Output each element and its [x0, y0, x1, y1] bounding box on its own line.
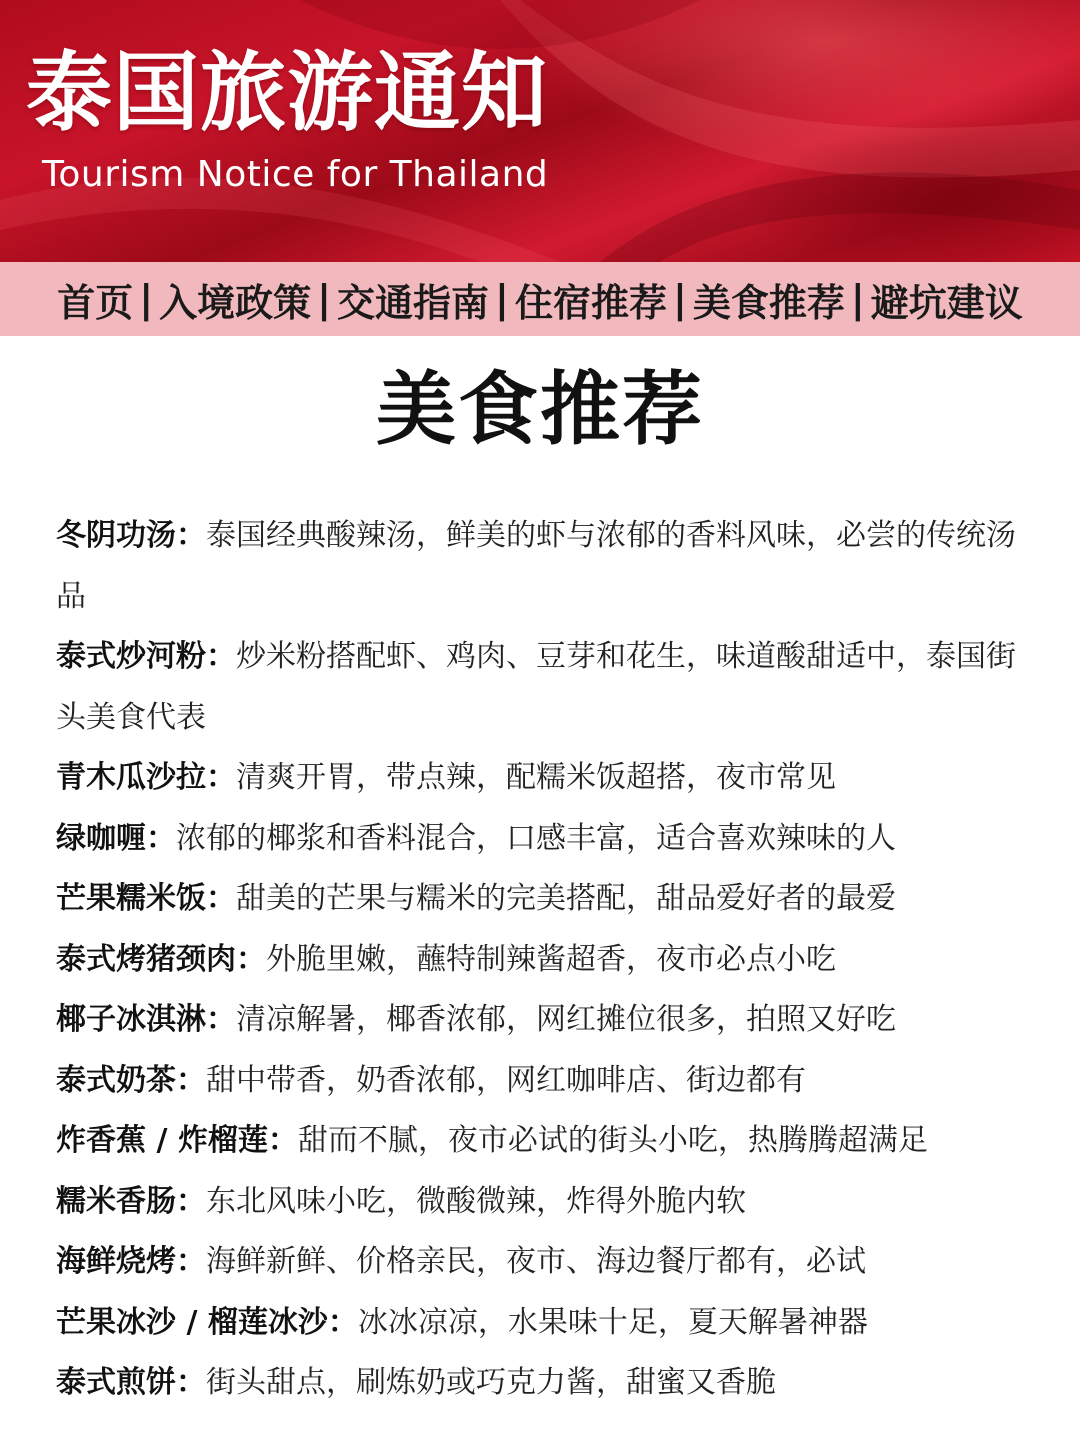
food-item	[56, 990, 1026, 1051]
food-name: 海鲜烧烤：	[56, 1244, 206, 1279]
food-item	[56, 1111, 1026, 1172]
food-list	[56, 506, 1026, 1414]
food-name: 泰式炒河粉：	[56, 639, 236, 674]
food-name: 椰子冰淇淋：	[56, 1002, 236, 1037]
food-description: 甜美的芒果与糯米的完美搭配，甜品爱好者的最爱	[236, 881, 896, 916]
food-description: 泰国经典酸辣汤，鲜美的虾与浓郁的香料风味，必尝的传统汤品	[56, 518, 1016, 614]
food-item	[56, 1353, 1026, 1414]
food-item	[56, 809, 1026, 870]
nav-item-entry-policy[interactable]: 入境政策	[159, 280, 312, 325]
food-description: 清爽开胃，带点辣，配糯米饭超搭，夜市常见	[236, 760, 836, 795]
food-name: 泰式烤猪颈肉：	[56, 941, 266, 977]
food-description: 浓郁的椰浆和香料混合，口感丰富，适合喜欢辣味的人	[176, 820, 896, 856]
nav-item-pitfall-tips[interactable]: 避坑建议	[870, 280, 1023, 325]
food-item	[56, 1051, 1026, 1112]
food-name: 泰式煎饼：	[56, 1365, 206, 1400]
food-description: 甜而不腻，夜市必试的街头小吃，热腾腾超满足	[297, 1123, 928, 1158]
food-description: 清凉解暑，椰香浓郁，网红摊位很多，拍照又好吃	[236, 1002, 896, 1037]
nav-item-transport-guide[interactable]: 交通指南	[337, 280, 490, 325]
food-description: 炒米粉搭配虾、鸡肉、豆芽和花生，味道酸甜适中，泰国街头美食代表	[56, 639, 1016, 735]
nav-item-food[interactable]: 美食推荐	[692, 280, 845, 325]
food-name: 冬阴功汤：	[56, 518, 206, 553]
nav-item-accommodation[interactable]: 住宿推荐	[514, 280, 667, 325]
food-description: 外脆里嫩，蘸特制辣酱超香，夜市必点小吃	[266, 941, 836, 977]
food-name: 炸香蕉 / 炸榴莲：	[56, 1123, 298, 1158]
food-item	[56, 1293, 1026, 1354]
food-name: 青木瓜沙拉：	[56, 760, 236, 795]
food-description: 东北风味小吃，微酸微辣，炸得外脆内软	[206, 1183, 746, 1219]
food-item	[56, 1232, 1026, 1293]
nav-separator: |	[672, 277, 687, 321]
food-description: 甜中带香，奶香浓郁，网红咖啡店、街边都有	[206, 1062, 806, 1098]
nav-separator: |	[139, 277, 154, 321]
section-title: 美食推荐	[376, 363, 704, 456]
food-item	[56, 627, 1026, 748]
food-item	[56, 1172, 1026, 1233]
nav-separator: |	[850, 277, 865, 321]
banner-title: 泰国旅游通知	[26, 43, 548, 143]
food-name: 绿咖喱：	[56, 820, 176, 856]
nav-item-home[interactable]: 首页	[57, 280, 134, 325]
food-item	[56, 869, 1026, 930]
nav-bar	[0, 262, 1080, 336]
food-name: 芒果糯米饭：	[56, 881, 236, 916]
food-name: 芒果冰沙 / 榴莲冰沙：	[56, 1304, 358, 1340]
food-description: 冰冰凉凉，水果味十足，夏天解暑神器	[357, 1304, 868, 1340]
nav-separator: |	[317, 277, 332, 321]
nav-separator: |	[495, 277, 509, 321]
banner-subtitle: Tourism Notice for Thailand	[42, 154, 549, 195]
food-item	[56, 748, 1026, 809]
food-item	[56, 506, 1026, 627]
food-description: 街头甜点，刷炼奶或巧克力酱，甜蜜又香脆	[206, 1365, 776, 1400]
food-description: 海鲜新鲜、价格亲民，夜市、海边餐厅都有，必试	[206, 1244, 866, 1279]
header-banner	[0, 0, 1080, 262]
food-item	[56, 930, 1026, 991]
food-name: 泰式奶茶：	[56, 1062, 206, 1098]
food-name: 糯米香肠：	[56, 1183, 206, 1219]
